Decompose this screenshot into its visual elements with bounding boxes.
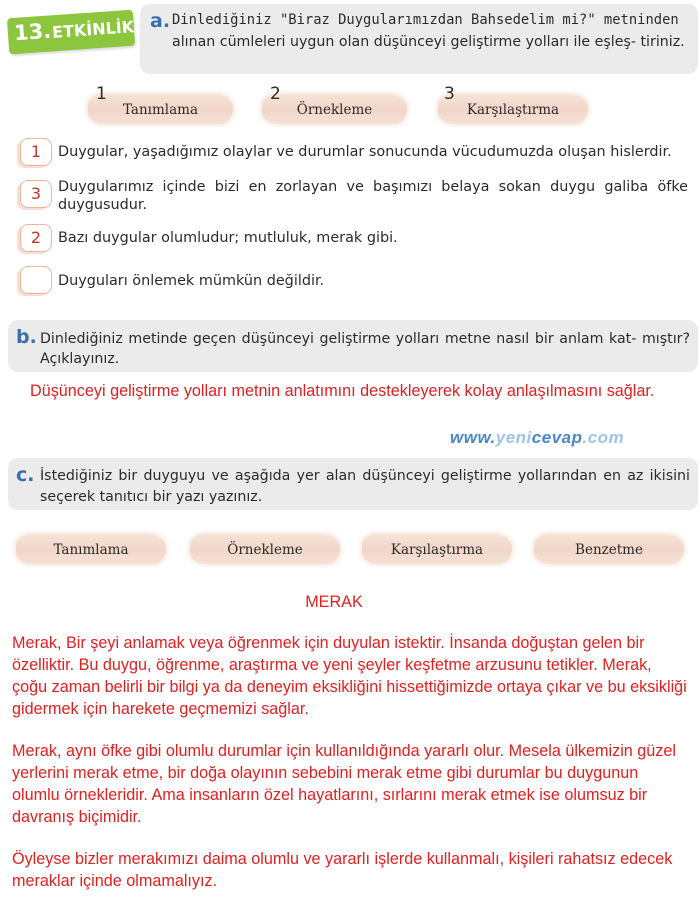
answer-box[interactable] bbox=[20, 266, 52, 294]
essay-paragraph: Merak, aynı öfke gibi olumlu durumlar için kullanıldığında yararlı olur. Mesela ülkemizin güzel yerlerini merak etme, bir doğa olayının sebebini merak etme gibi durumlar bu duygunun olumlu örnekleridir. Ama insanların özel hayatlarını, sırlarını merak etmek ise olumsuz bir davranış biçimidir. bbox=[12, 742, 676, 826]
statement-text: Duyguları önlemek mümkün değildir. bbox=[58, 273, 325, 289]
part-b-answer: Düşünceyi geliştirme yolları metnin anlatımını destekleyerek kolay anlaşılmasını sağlar. bbox=[30, 382, 655, 400]
essay-title: MERAK bbox=[305, 593, 363, 611]
answer-box[interactable]: 3 bbox=[20, 180, 52, 208]
statement-text: Duygular, yaşadığımız olaylar ve durumlar sonucunda vücudumuzda oluşan hislerdir. bbox=[58, 144, 672, 160]
option-number: 3 bbox=[444, 84, 455, 104]
option-karsilastirma bbox=[438, 84, 588, 124]
answer-box[interactable]: 1 bbox=[20, 138, 52, 166]
option-label: Karşılaştırma bbox=[466, 102, 560, 118]
option-ornekleme bbox=[262, 84, 407, 124]
option-number: 1 bbox=[96, 84, 107, 104]
option-number: 2 bbox=[270, 84, 281, 104]
option-label: Örnekleme bbox=[296, 102, 373, 118]
watermark-com: .com bbox=[582, 428, 625, 447]
option-c-ornekleme bbox=[190, 534, 340, 566]
option-tanimlama bbox=[88, 84, 233, 124]
option-label: Tanımlama bbox=[122, 102, 199, 118]
statement-text: Bazı duygular olumludur; mutluluk, merak gibi. bbox=[58, 230, 398, 246]
option-label: Tanımlama bbox=[53, 542, 129, 558]
watermark bbox=[450, 428, 624, 448]
essay-paragraph: Merak, Bir şeyi anlamak veya öğrenmek için duyulan istektir. İnsanda doğuştan gelen bir özelliktir. Bu duygu, öğrenme, araştırma ve yeni şeyler keşfetme arzusunu tetikler. Merak, çoğu zaman belirli bir bilgi ya da deneyim eksikliğini hissettiğimizde ortaya çıkar ve bu eksikliği gidermek için harekete geçmemizi sağlar. bbox=[12, 634, 687, 718]
option-label: Örnekleme bbox=[227, 542, 303, 558]
part-b-letter: b. bbox=[16, 326, 37, 348]
essay-paragraph: Öyleyse bizler merakımızı daima olumlu ve yararlı işlerde kullanmalı, kişileri rahatsız edecek meraklar içinde olmamalıyız. bbox=[12, 850, 673, 890]
option-c-karsilastirma bbox=[362, 534, 512, 566]
part-b-instruction: Dinlediğiniz metinde geçen düşünceyi geliştirme yolları metne nasıl bir anlam kat- mıştır? Açıklayınız. bbox=[40, 331, 690, 367]
part-a-letter: a. bbox=[150, 10, 171, 32]
option-label: Benzetme bbox=[575, 542, 643, 558]
watermark-www: www. bbox=[450, 428, 496, 447]
statement-text: Duygularımız içinde bizi en zorlayan ve başımızı belaya sokan duygu galiba öfke duygusudur. bbox=[58, 179, 688, 213]
option-c-benzetme bbox=[534, 534, 684, 566]
part-a-instruction-rest: alınan cümleleri uygun olan düşünceyi geliştirme yolları ile eşleş- tiriniz. bbox=[172, 34, 685, 50]
part-a-instruction-line1: Dinlediğiniz "Biraz Duygularımızdan Bahsedelim mi?" metninden bbox=[172, 12, 679, 28]
part-c-instruction: İstediğiniz bir duyguyu ve aşağıda yer alan düşünceyi geliştirme yollarından en az ikisini seçerek tanıtıcı bir yazı yazınız. bbox=[40, 468, 690, 505]
activity-number: 13. bbox=[13, 18, 52, 46]
answer-box[interactable]: 2 bbox=[20, 224, 52, 252]
option-c-tanimlama bbox=[16, 534, 166, 566]
watermark-cevap: cevap bbox=[531, 428, 583, 447]
option-label: Karşılaştırma bbox=[390, 542, 484, 558]
watermark-yeni: yeni bbox=[495, 428, 532, 447]
activity-label: ETKİNLİK bbox=[51, 17, 135, 42]
part-c-letter: c. bbox=[16, 464, 35, 486]
